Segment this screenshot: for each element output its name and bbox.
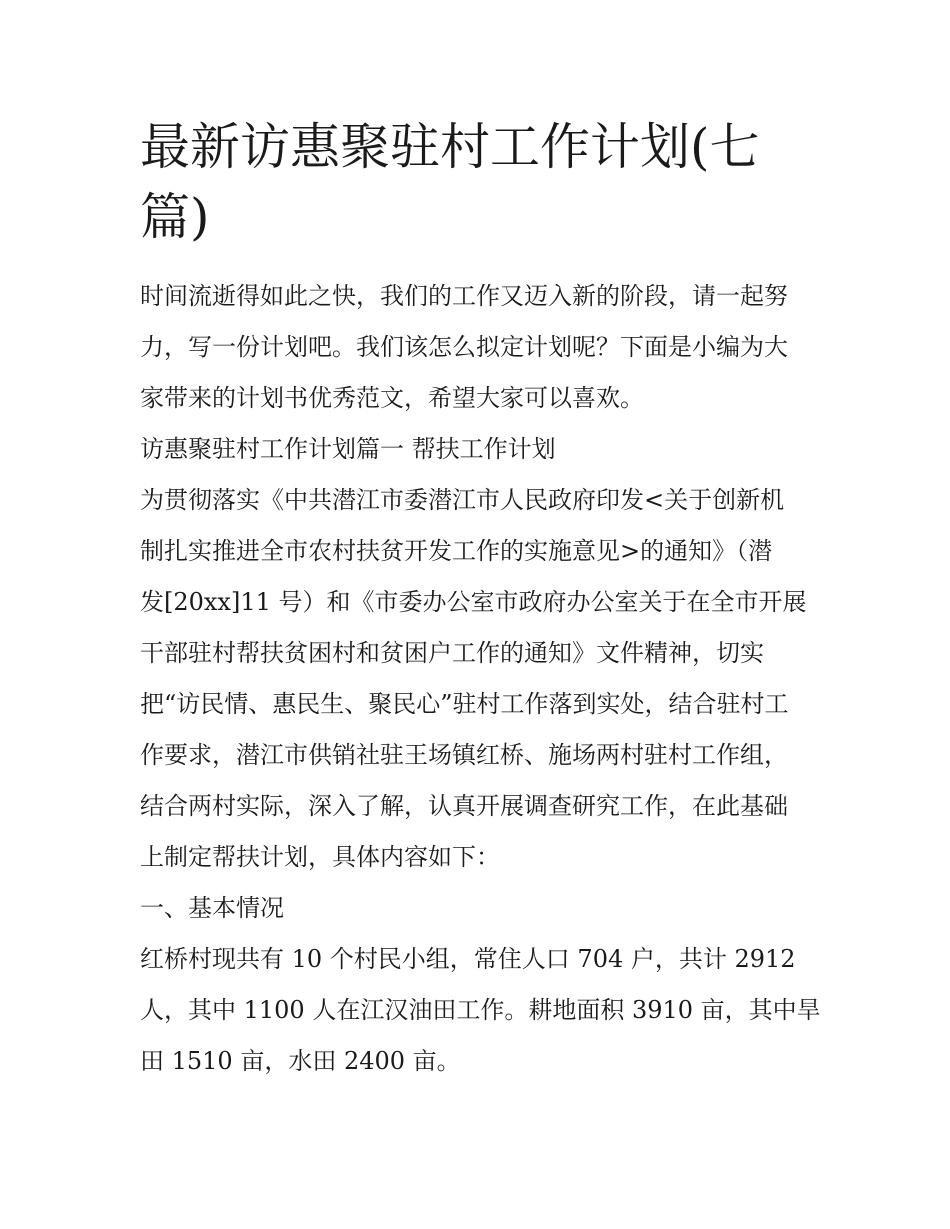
document-title: 最新访惠聚驻村工作计划(七篇) (140, 118, 760, 246)
text-line: 上制定帮扶计划，具体内容如下： (140, 843, 500, 871)
subsection-heading (140, 883, 820, 934)
text-line: 把“访民情、惠民生、聚民心”驻村工作落到实处，结合驻村工 (140, 690, 789, 718)
text-line: 力，写一份计划吧。我们该怎么拟定计划呢？下面是小编为大 (140, 333, 788, 361)
section-heading (140, 424, 820, 475)
text-line: 结合两村实际，深入了解，认真开展调查研究工作，在此基础 (140, 792, 788, 820)
text-line: 一、基本情况 (140, 894, 284, 922)
text-line: 人，其中 1100 人在江汉油田工作。耕地面积 3910 亩，其中旱 (140, 996, 821, 1024)
intro-paragraph (140, 271, 820, 424)
text-line: 红桥村现共有 10 个村民小组，常住人口 704 户，共计 2912 (140, 945, 796, 973)
document-page (140, 112, 820, 1087)
text-line: 田 1510 亩，水田 2400 亩。 (140, 1047, 461, 1075)
text-line: 制扎实推进全市农村扶贫开发工作的实施意见>的通知》（潜 (140, 537, 773, 565)
text-line: 家带来的计划书优秀范文，希望大家可以喜欢。 (140, 384, 644, 412)
text-line: 为贯彻落实《中共潜江市委潜江市人民政府印发<关于创新机 (140, 486, 785, 514)
text-line: 发[20xx]11 号）和《市委办公室市政府办公室关于在全市开展 (140, 588, 807, 616)
body-paragraph (140, 475, 820, 883)
text-line: 作要求，潜江市供销社驻王场镇红桥、施场两村驻村工作组， (140, 741, 788, 769)
text-line: 访惠聚驻村工作计划篇一 帮扶工作计划 (140, 435, 556, 463)
body-paragraph (140, 934, 820, 1087)
text-line: 时间流逝得如此之快，我们的工作又迈入新的阶段，请一起努 (140, 282, 788, 310)
text-line: 干部驻村帮扶贫困村和贫困户工作的通知》文件精神，切实 (140, 639, 764, 667)
